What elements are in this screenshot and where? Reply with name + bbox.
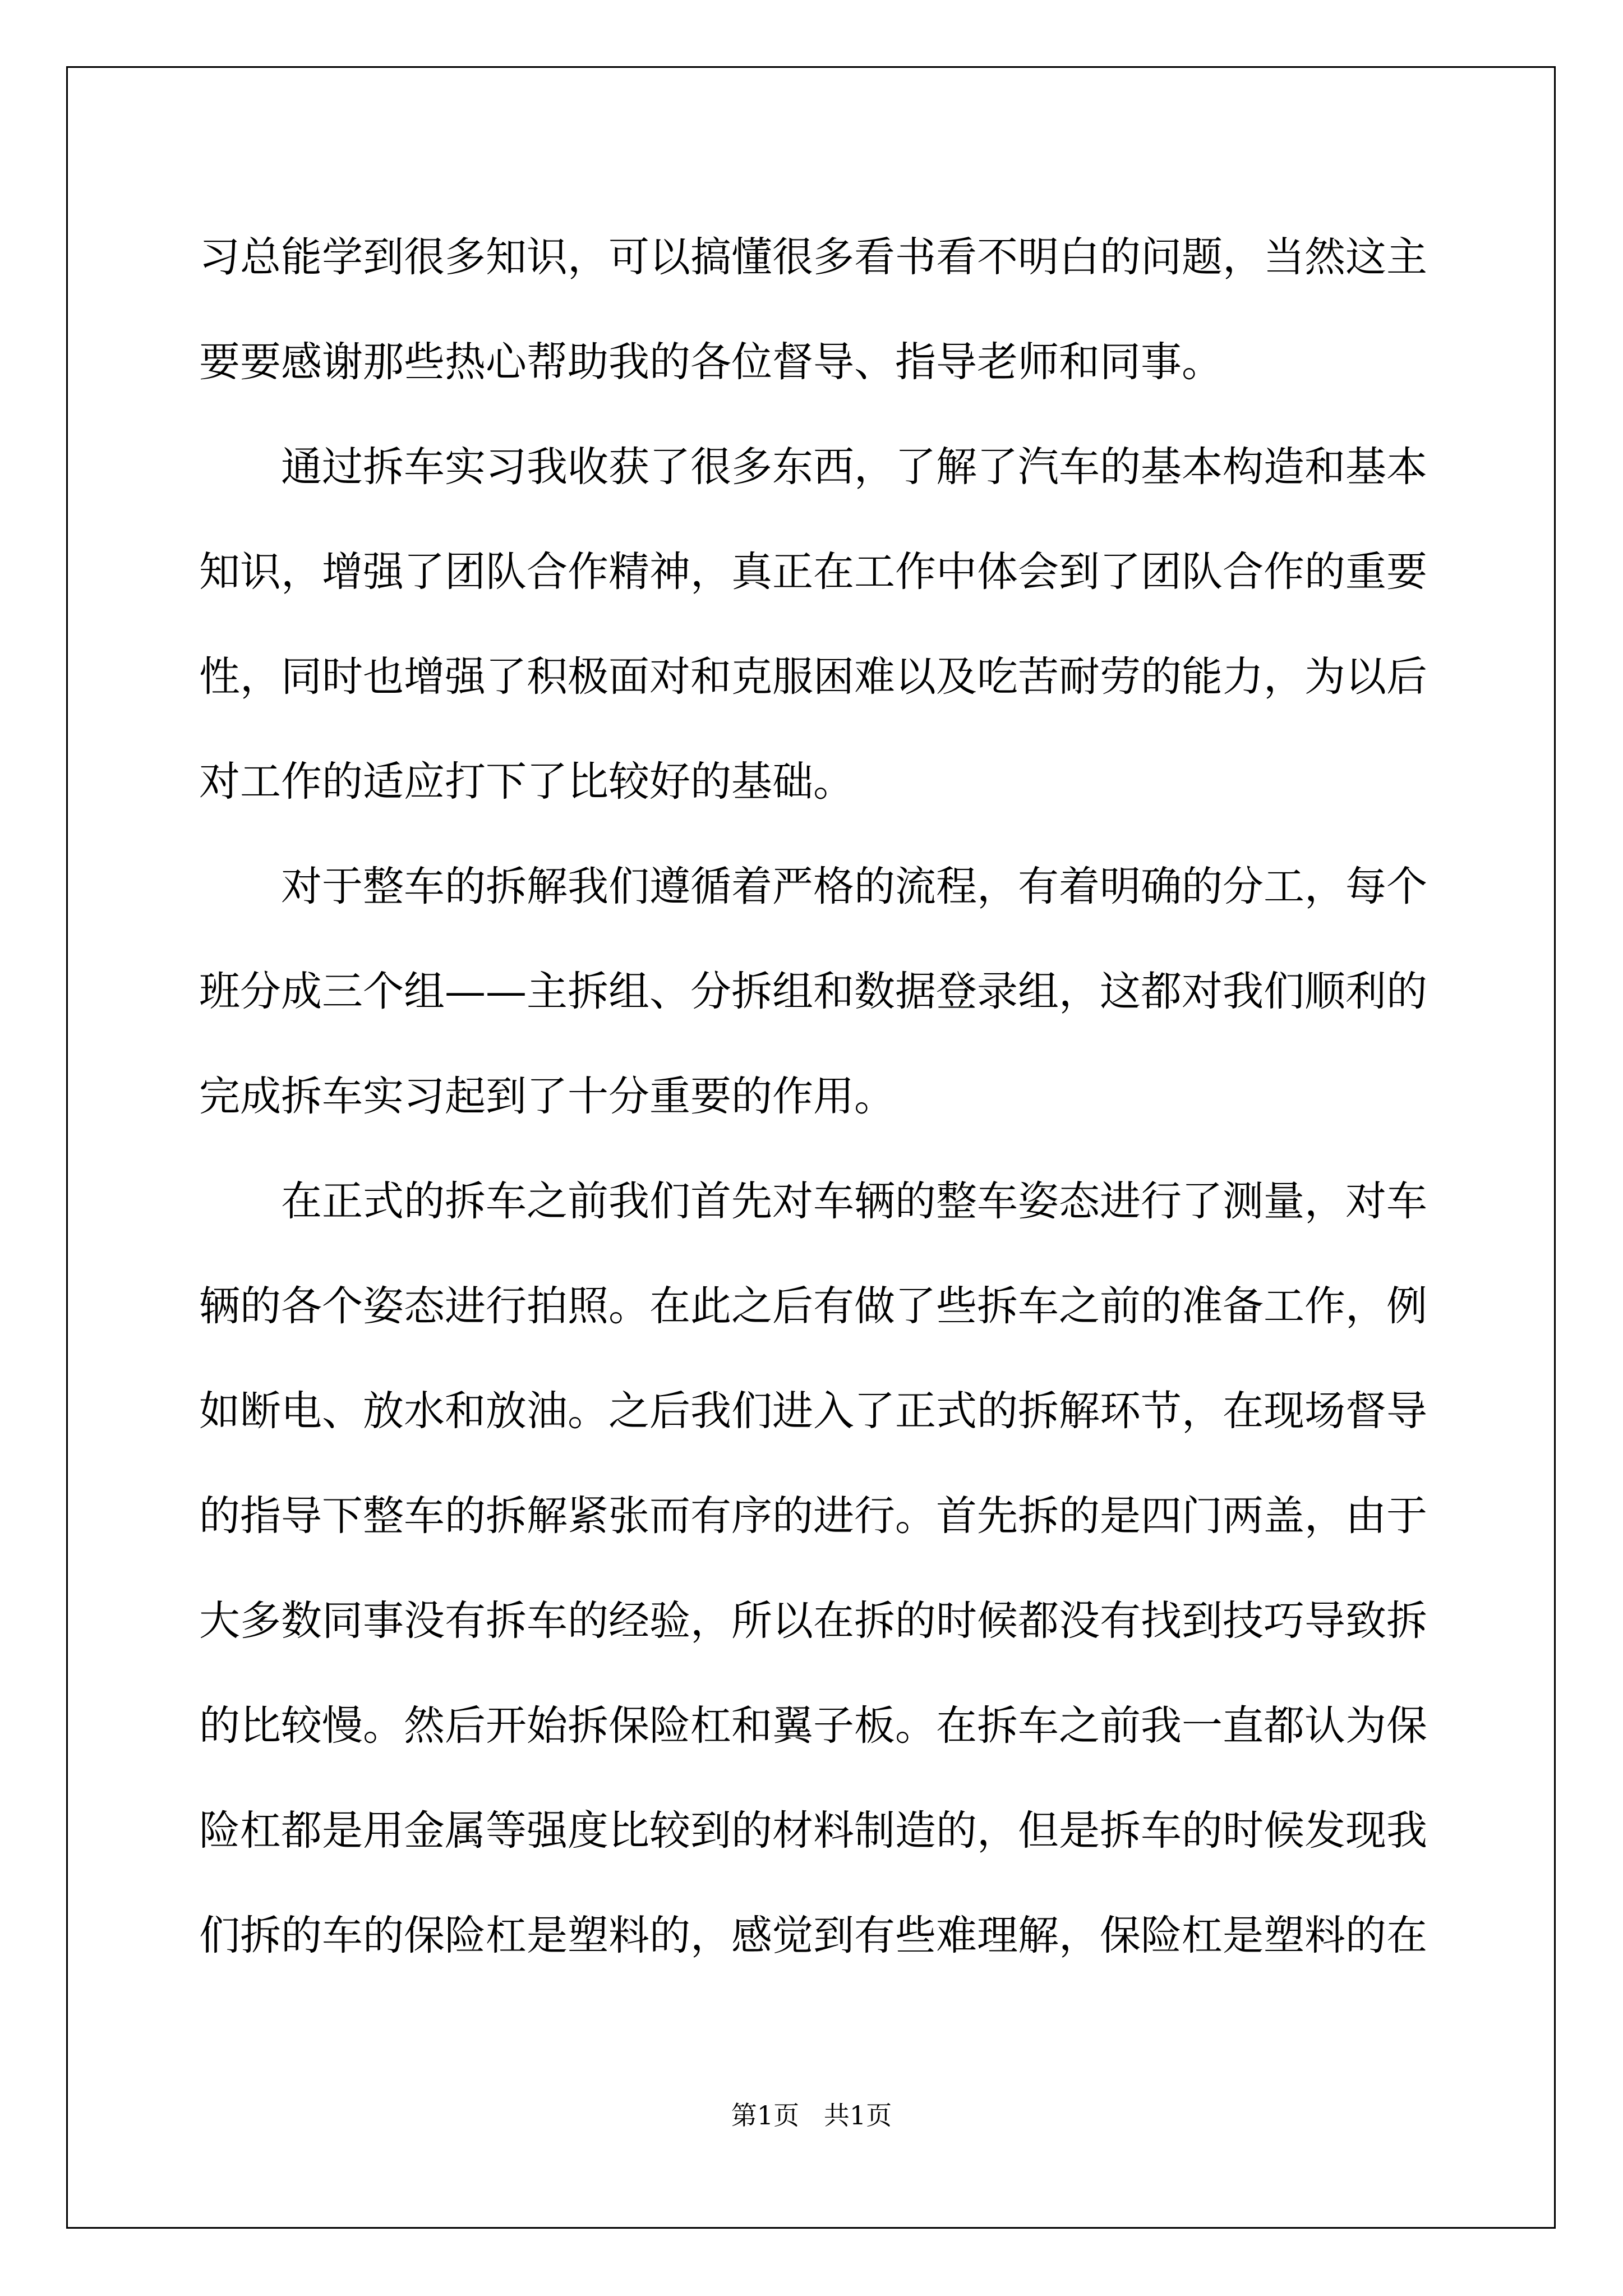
document-body [199, 205, 1427, 1988]
paragraph-4: 在正式的拆车之前我们首先对车辆的整车姿态进行了测量，对车辆的各个姿态进行拍照。在此之后有做了些拆车之前的准备工作，例如断电、放水和放油。之后我们进入了正式的拆解环节，在现场督导的指导下整车的拆解紧张而有序的进行。首先拆的是四门两盖，由于大多数同事没有拆车的经验，所以在拆的时候都没有找到技巧导致拆的比较慢。然后开始拆保险杠和翼子板。在拆车之前我一直都认为保险杠都是用金属等强度比较到的材料制造的，但是拆车的时候发现我们拆的车的保险杠是塑料的，感觉到有些难理解，保险杠是塑料的在 [199, 1177, 1427, 1959]
paragraph-2: 通过拆车实习我收获了很多东西，了解了汽车的基本构造和基本知识，增强了团队合作精神，真正在工作中体会到了团队合作的重要性，同时也增强了积极面对和克服困难以及吃苦耐劳的能力，为以后对工作的适应打下了比较好的基础。 [199, 443, 1427, 806]
paragraph-3: 对于整车的拆解我们遵循着严格的流程，有着明确的分工，每个班分成三个组——主拆组、分拆组和数据登录组，这都对我们顺利的完成拆车实习起到了十分重要的作用。 [199, 863, 1427, 1120]
paragraph-1: 习总能学到很多知识，可以搞懂很多看书看不明白的问题，当然这主要要感谢那些热心帮助我的各位督导、指导老师和同事。 [199, 233, 1427, 386]
page-footer: 第1页 共1页 [731, 2100, 892, 2131]
